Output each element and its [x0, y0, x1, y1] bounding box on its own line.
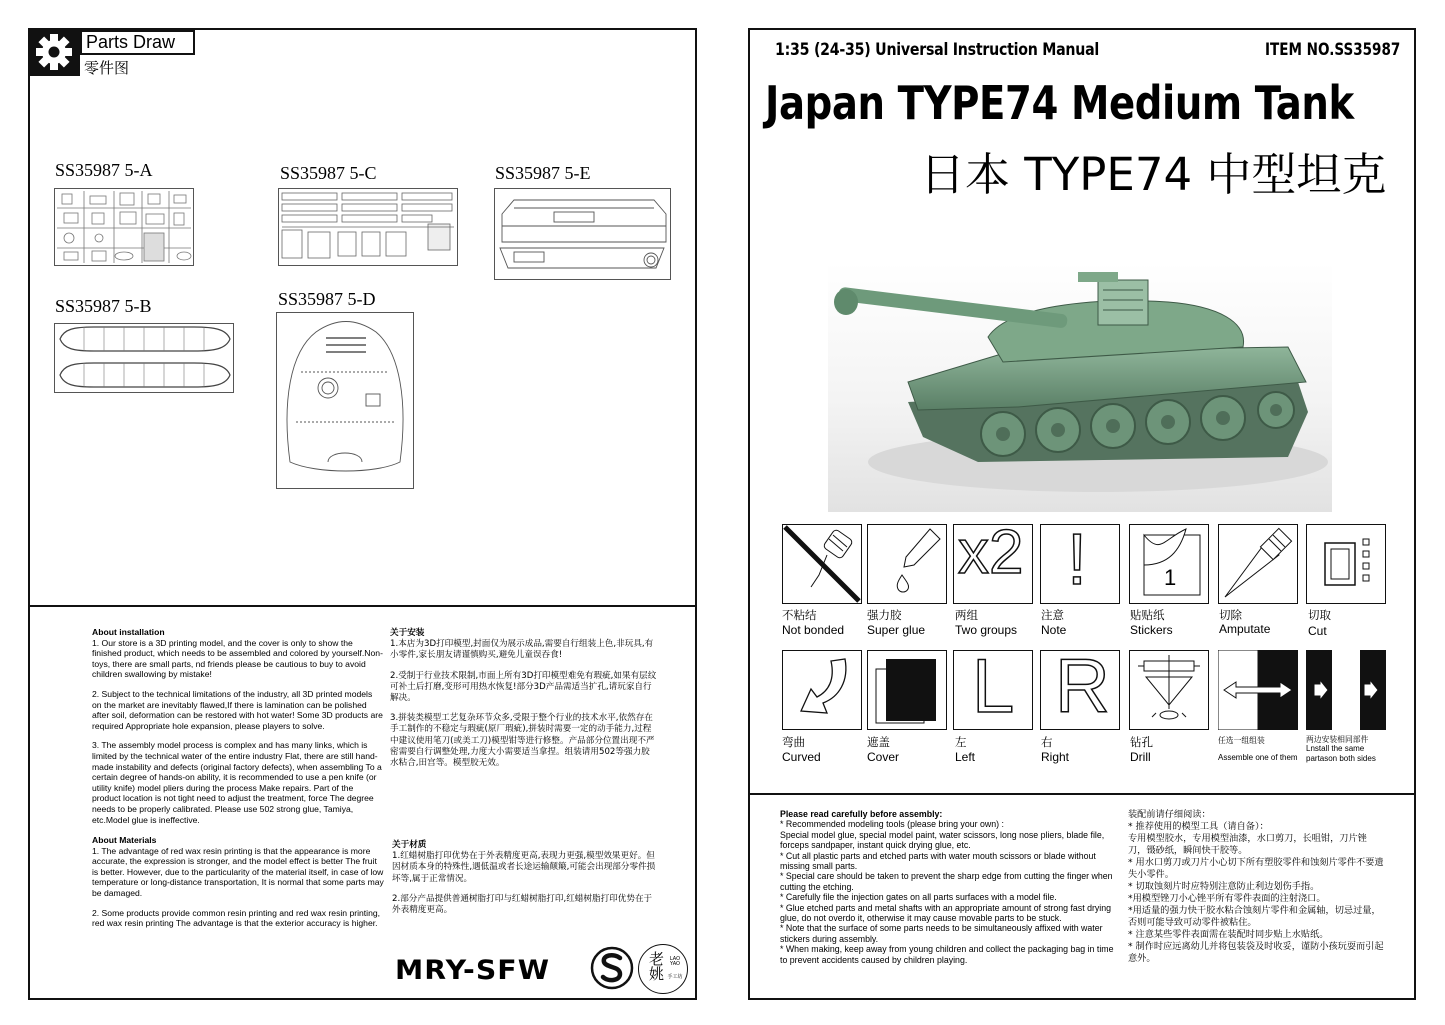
label-cn-cut: 切取 [1308, 608, 1331, 622]
label-en-assemble-one: Assemble one of them [1218, 753, 1298, 762]
cut-icon [1307, 525, 1385, 603]
sheet-label-b: SS35987 5-B [55, 296, 152, 316]
before-item-1: * Recommended modeling tools (please bring your own) : [780, 819, 1004, 830]
sheet-e-drawing [494, 188, 671, 280]
stickers-icon [1130, 525, 1208, 603]
before-assembly-en [780, 809, 1116, 965]
before-cn-item-2: 专用模型胶水，专用模型油漆，水口剪刀，长咀钳，刀片锉刀，镊砂纸，瞬间快干胶等。 [1128, 833, 1367, 856]
before-item-5: * Carefully file the injection gates on all parts surfaces with a model file. [780, 892, 1057, 903]
label-en-right: Right [1041, 750, 1070, 764]
label-cn-amputate: 切除 [1219, 608, 1242, 622]
label-cn-left: 左 [955, 735, 967, 749]
symbol-left [953, 650, 1033, 730]
label-cn-cover: 遮盖 [867, 735, 890, 749]
label-cn-super-glue: 强力胶 [867, 608, 902, 622]
about-installation-title: About installation [92, 627, 165, 637]
about-installation-cn-block [390, 628, 658, 778]
note-icon: ! [1067, 524, 1088, 600]
gear-icon [28, 28, 80, 76]
label-cn-not-bonded: 不粘结 [782, 608, 817, 622]
label-en-two-groups: Two groups [955, 623, 1018, 637]
label-cn-two-groups: 两组 [955, 608, 978, 622]
symbol-amputate [1218, 524, 1298, 604]
drill-icon [1130, 651, 1208, 729]
before-item-7: * Note that the surface of some parts needs to be simultaneously affixed with water stickers during assembly. [780, 923, 1103, 944]
install-item-3: 3. The assembly model process is complex and has many links, which is limited by the technical water of the entire industry Flat, there are still hand-made instability and defects (original factory defects), when assembling To a certain degree of hands-on ability, it is recommended to use a pen knife (or utility knife) model pliers during the process Make repairs. Part of the product location is not tight need to adjust the treatment, force The degree needs to be properly calibrated. Please use 502 strong glue, Tamiya, etc.Model glue is ineffective. [92, 740, 382, 825]
label-en-drill: Drill [1130, 750, 1151, 764]
label-en-both-sides: Lnstall the same partason both sides [1306, 744, 1376, 763]
title-english: Japan TYPE74 Medium Tank [765, 76, 1354, 130]
sheet-b-drawing [54, 323, 234, 393]
title-chinese: 日本 TYPE74 中型坦克 [920, 148, 1387, 201]
materials-title-cn: 关于材质 [392, 840, 427, 850]
label-cn-stickers: 贴贴纸 [1130, 608, 1165, 622]
label-en-left: Left [955, 750, 976, 764]
label-cn-curved: 弯曲 [782, 735, 805, 749]
amputate-icon [1219, 525, 1297, 603]
label-en-curved: Curved [782, 750, 821, 764]
label-en-not-bonded: Not bonded [782, 623, 845, 637]
sheet-label-c: SS35987 5-C [280, 163, 377, 183]
label-en-cover: Cover [867, 750, 900, 764]
install-cn-item-2: 2.受制于行业技术限制,市面上所有3D打印模型难免有瑕疵,如果有层纹可补土后打磨,变形可用热水恢复!部分3D产品需适当扩孔,请玩家自行解决。 [390, 670, 657, 704]
scale-line: 1:35 (24-35) Universal Instruction Manual [775, 40, 1100, 59]
symbol-both-sides [1306, 650, 1386, 730]
install-item-2: 2. Subject to the technical limitations of the industry, all 3D printed models on the market are inevitably flawed,If there is lamination can be polished after soil, deformation can be restored with hot water! Some 3D products are required Appropriate hole expansion, please players to solve. [92, 688, 383, 731]
both-sides-icon [1306, 650, 1386, 730]
before-item-6: * Glue etched parts and metal shafts with an appropriate amount of strong fast drying glue, do not overdo it, otherwise it may cause movable parts to be stuck. [780, 902, 1112, 924]
brand-laoyao-logo [638, 944, 688, 994]
curved-icon [783, 651, 861, 729]
label-en-cut: Cut [1308, 624, 1327, 638]
sheet-c-drawing [278, 188, 458, 266]
symbol-assemble-one [1218, 650, 1298, 730]
about-materials-cn-block [392, 840, 660, 925]
before-item-3: * Cut all plastic parts and etched parts with water mouth scissors or blade without missing small parts. [780, 850, 1096, 872]
symbol-super-glue [867, 524, 947, 604]
two-groups-icon: x2 [958, 524, 1024, 587]
brand-laoyao-small: LAO YAO [669, 956, 681, 967]
sheet-label-e: SS35987 5-E [495, 163, 591, 183]
about-materials-title: About Materials [92, 835, 157, 846]
symbol-note [1040, 524, 1120, 604]
before-item-8: * When making, keep away from young children and collect the packaging bag in time to prevent accidents caused by children playing. [780, 944, 1114, 965]
sheet-label-a: SS35987 5-A [55, 160, 153, 180]
sheet-d-drawing [276, 312, 414, 489]
super-glue-icon [868, 525, 946, 603]
materials-cn-item-1: 1.红蜡树脂打印优势在于外表精度更高,表现力更强,模型效果更好。但因材质本身的特殊性,遇低温或者长途运输颠簸,可能会出现部分零件损坏等,属于正常情况。 [392, 851, 656, 884]
before-cn-item-6: *用适量的强力快干胶水粘合蚀刻片零件和金属轴，切忌过量，否则可能导致可动零件被粘住。 [1128, 905, 1381, 928]
label-cn-drill: 钻孔 [1130, 735, 1153, 749]
symbol-drill [1129, 650, 1209, 730]
stickers-number: 1 [1164, 565, 1177, 590]
label-en-super-glue: Super glue [867, 623, 926, 637]
symbol-cover [867, 650, 947, 730]
tank-image [828, 262, 1332, 512]
install-title-cn: 关于安装 [390, 628, 425, 638]
sheet-a-drawing [54, 188, 194, 266]
before-assembly-title: Please read carefully before assembly: [780, 809, 943, 819]
sheet-label-d: SS35987 5-D [278, 289, 376, 309]
label-cn-assemble-one: 任选一组组装 [1218, 736, 1265, 745]
label-en-stickers: Stickers [1130, 623, 1173, 637]
before-assembly-cn [1128, 809, 1384, 965]
assemble-one-icon [1218, 650, 1298, 730]
symbol-curved [782, 650, 862, 730]
brand-laoyao-small2: 手工坊 [667, 974, 683, 980]
before-cn-item-5: *用模型锉刀小心锉平所有零件表面的注射浇口。 [1128, 893, 1326, 904]
label-cn-right: 右 [1041, 735, 1053, 749]
before-cn-item-4: * 切取蚀刻片时应特别注意防止利边划伤手指。 [1128, 881, 1320, 892]
install-cn-item-1: 1.本店为3D打印模型,封面仅为展示成品,需要自行组装上色,非玩具,有小零件,家长朋友请谨慎购买,避免儿童误吞食! [390, 639, 654, 661]
parts-draw-sublabel: 零件图 [84, 59, 130, 77]
label-cn-both-sides: 两边安装相同部件 [1306, 735, 1369, 744]
before-item-2: Special model glue, special model paint, water scissors, long nose pliers, blade file, forceps sandpaper, instant quick drying glue, etc. [780, 829, 1105, 851]
cover-icon [868, 651, 946, 729]
symbol-stickers [1129, 524, 1209, 604]
symbol-right [1040, 650, 1120, 730]
install-item-1: 1. Our store is a 3D printing model, and the cover is only to show the finished product, which needs to be assembled and colored by yourself.Non-toys, there are small parts, nd friends please be cautious to buy to avoid children swallowing by mistake! [92, 637, 383, 680]
label-en-note: Note [1041, 623, 1067, 637]
before-item-4: * Special care should be taken to prevent the sharp edge from cutting the finger when cutting the etching. [780, 871, 1113, 892]
install-cn-item-3: 3.拼装类模型工艺复杂环节众多,受限于整个行业的技术水平,依然存在手工制作的不稳定与瑕疵(原厂瑕疵),拼装时需要一定的动手能力,过程中建议使用笔刀(或美工刀)模型钳等进行修整。产品部分位置出现不严密需要自行调整处理,力度大小需要适当拿捏。组装请用502等强力胶水粘合,田宫等。模型胶无效。 [390, 713, 655, 769]
symbol-not-bonded [782, 524, 862, 604]
brand-s-logo-icon [590, 946, 634, 990]
not-bonded-icon [783, 525, 861, 603]
right-icon: R [1055, 650, 1110, 729]
before-cn-item-3: * 用水口剪刀或刀片小心切下所有塑胶零件和蚀刻片零件不要遗失小零件。 [1128, 857, 1384, 880]
symbol-cut [1306, 524, 1386, 604]
right-page-divider [748, 793, 1416, 795]
brand-laoyao-text: 老姚 [647, 951, 665, 981]
before-cn-item-1: * 推荐使用的模型工具（请自备）： [1128, 821, 1269, 832]
parts-draw-label: Parts Draw [80, 30, 195, 55]
materials-item-2: 2. Some products provide common resin printing and red wax resin printing, red wax resin printing The advantage is that the exterior accuracy is higher. [92, 907, 381, 929]
materials-cn-item-2: 2.部分产品提供普通树脂打印与红蜡树脂打印,红蜡树脂打印优势在于外表精度更高。 [392, 893, 653, 916]
symbol-two-groups [953, 524, 1033, 604]
brand-name: MRY-SFW [395, 955, 551, 986]
left-page-divider [28, 605, 697, 607]
before-assembly-title-cn: 装配前请仔细阅读： [1128, 809, 1211, 820]
materials-item-1: 1. The advantage of red wax resin printing is that the appearance is more accurate, the expression is stronger, and the model effect is better The fruit is better. However, due to the particularity of the material itself, in case of low temperature or long-distance transportation, It is normal that some parts may be damaged. [92, 845, 384, 899]
before-cn-item-8: * 制作时应远离幼儿并将包装袋及时收妥，谨防小孩玩耍而引起意外。 [1128, 941, 1384, 964]
item-number: ITEM NO.SS35987 [1265, 40, 1401, 59]
before-cn-item-7: * 注意某些零件表面需在装配时同步贴上水贴纸。 [1128, 929, 1329, 940]
about-installation-block [92, 627, 384, 938]
left-icon: L [972, 650, 1015, 729]
label-cn-note: 注意 [1041, 608, 1064, 622]
label-en-amputate: Amputate [1219, 622, 1271, 636]
